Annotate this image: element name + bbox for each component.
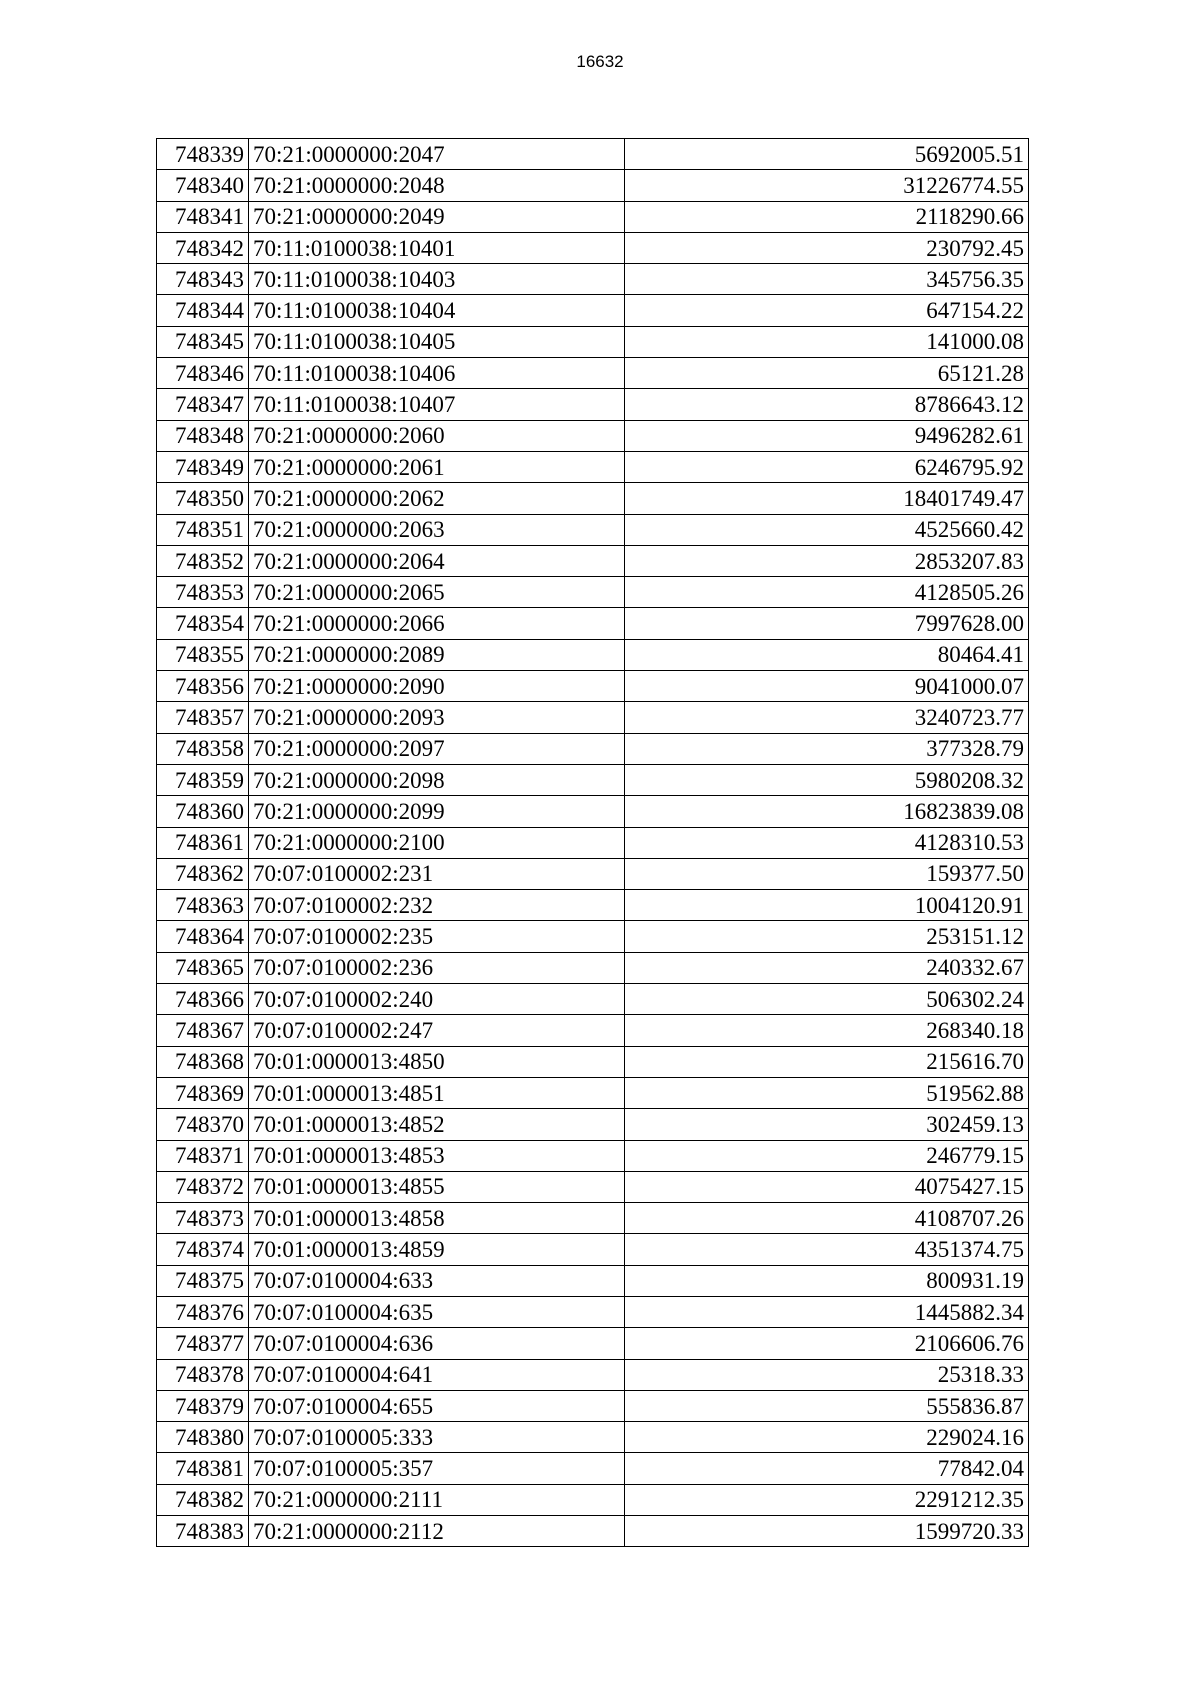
cadastral-number-cell: 70:07:0100002:236 [249,952,625,983]
cadastral-value-cell: 647154.22 [625,295,1029,326]
cadastral-number-cell: 70:21:0000000:2049 [249,201,625,232]
cadastral-value-cell: 230792.45 [625,232,1029,263]
cadastral-number-cell: 70:21:0000000:2065 [249,577,625,608]
cadastral-number-cell: 70:07:0100004:655 [249,1390,625,1421]
row-number-cell: 748345 [157,326,249,357]
cadastral-value-cell: 1599720.33 [625,1516,1029,1547]
row-number-cell: 748350 [157,483,249,514]
table-row [157,1109,1029,1140]
cadastral-value-cell: 240332.67 [625,952,1029,983]
cadastral-number-cell: 70:01:0000013:4850 [249,1046,625,1077]
cadastral-value-cell: 519562.88 [625,1077,1029,1108]
table-row [157,858,1029,889]
table-row [157,514,1029,545]
cadastral-value-cell: 1004120.91 [625,890,1029,921]
cadastral-number-cell: 70:21:0000000:2066 [249,608,625,639]
cadastral-number-cell: 70:07:0100002:231 [249,858,625,889]
cadastral-value-cell: 25318.33 [625,1359,1029,1390]
row-number-cell: 748342 [157,232,249,263]
row-number-cell: 748370 [157,1109,249,1140]
table-row [157,483,1029,514]
row-number-cell: 748349 [157,451,249,482]
cadastral-value-cell: 345756.35 [625,264,1029,295]
cadastral-value-cell: 159377.50 [625,858,1029,889]
table-row [157,1046,1029,1077]
cadastral-value-cell: 6246795.92 [625,451,1029,482]
cadastral-value-cell: 4128310.53 [625,827,1029,858]
table-row [157,921,1029,952]
cadastral-number-cell: 70:21:0000000:2112 [249,1516,625,1547]
row-number-cell: 748372 [157,1171,249,1202]
cadastral-value-cell: 18401749.47 [625,483,1029,514]
row-number-cell: 748376 [157,1296,249,1327]
row-number-cell: 748347 [157,389,249,420]
table-row [157,1422,1029,1453]
cadastral-number-cell: 70:11:0100038:10407 [249,389,625,420]
row-number-cell: 748356 [157,671,249,702]
table-row [157,264,1029,295]
cadastral-number-cell: 70:21:0000000:2048 [249,170,625,201]
table-row [157,1077,1029,1108]
cadastral-value-cell: 1445882.34 [625,1296,1029,1327]
cadastral-value-cell: 800931.19 [625,1265,1029,1296]
cadastral-number-cell: 70:07:0100004:635 [249,1296,625,1327]
row-number-cell: 748346 [157,358,249,389]
cadastral-value-cell: 246779.15 [625,1140,1029,1171]
cadastral-value-cell: 4075427.15 [625,1171,1029,1202]
table-row [157,295,1029,326]
row-number-cell: 748369 [157,1077,249,1108]
table-row [157,1516,1029,1547]
cadastral-value-cell: 16823839.08 [625,796,1029,827]
row-number-cell: 748373 [157,1203,249,1234]
cadastral-value-cell: 65121.28 [625,358,1029,389]
row-number-cell: 748351 [157,514,249,545]
table-row [157,1203,1029,1234]
row-number-cell: 748355 [157,639,249,670]
table-row [157,796,1029,827]
table-row [157,326,1029,357]
row-number-cell: 748381 [157,1453,249,1484]
table-row [157,827,1029,858]
cadastral-value-cell: 555836.87 [625,1390,1029,1421]
row-number-cell: 748374 [157,1234,249,1265]
row-number-cell: 748343 [157,264,249,295]
cadastral-value-cell: 2106606.76 [625,1328,1029,1359]
cadastral-number-cell: 70:11:0100038:10403 [249,264,625,295]
cadastral-value-cell: 3240723.77 [625,702,1029,733]
cadastral-value-cell: 506302.24 [625,984,1029,1015]
cadastral-value-cell: 215616.70 [625,1046,1029,1077]
row-number-cell: 748382 [157,1484,249,1515]
table-row [157,733,1029,764]
cadastral-value-cell: 2291212.35 [625,1484,1029,1515]
row-number-cell: 748358 [157,733,249,764]
table-row [157,139,1029,170]
cadastral-number-cell: 70:21:0000000:2093 [249,702,625,733]
table-row [157,984,1029,1015]
cadastral-number-cell: 70:11:0100038:10405 [249,326,625,357]
cadastral-value-cell: 302459.13 [625,1109,1029,1140]
table-row [157,1140,1029,1171]
table-row [157,1390,1029,1421]
table-row [157,389,1029,420]
table-row [157,671,1029,702]
cadastral-number-cell: 70:21:0000000:2111 [249,1484,625,1515]
table-row [157,1234,1029,1265]
cadastral-number-cell: 70:07:0100002:235 [249,921,625,952]
cadastral-value-cell: 31226774.55 [625,170,1029,201]
cadastral-number-cell: 70:01:0000013:4851 [249,1077,625,1108]
table-row [157,420,1029,451]
row-number-cell: 748365 [157,952,249,983]
row-number-cell: 748357 [157,702,249,733]
cadastral-value-cell: 268340.18 [625,1015,1029,1046]
cadastral-number-cell: 70:07:0100004:641 [249,1359,625,1390]
cadastral-value-cell: 5692005.51 [625,139,1029,170]
cadastral-number-cell: 70:07:0100004:636 [249,1328,625,1359]
row-number-cell: 748363 [157,890,249,921]
cadastral-value-cell: 5980208.32 [625,764,1029,795]
cadastral-value-cell: 253151.12 [625,921,1029,952]
cadastral-number-cell: 70:21:0000000:2100 [249,827,625,858]
cadastral-number-cell: 70:01:0000013:4858 [249,1203,625,1234]
row-number-cell: 748354 [157,608,249,639]
cadastral-value-cell: 2118290.66 [625,201,1029,232]
table-row [157,545,1029,576]
table-row [157,358,1029,389]
row-number-cell: 748344 [157,295,249,326]
cadastral-value-cell: 4351374.75 [625,1234,1029,1265]
cadastral-value-cell: 2853207.83 [625,545,1029,576]
row-number-cell: 748360 [157,796,249,827]
cadastral-number-cell: 70:21:0000000:2089 [249,639,625,670]
cadastral-number-cell: 70:21:0000000:2098 [249,764,625,795]
cadastral-value-cell: 4128505.26 [625,577,1029,608]
cadastral-value-cell: 80464.41 [625,639,1029,670]
row-number-cell: 748383 [157,1516,249,1547]
cadastral-value-cell: 9041000.07 [625,671,1029,702]
row-number-cell: 748362 [157,858,249,889]
cadastral-number-cell: 70:21:0000000:2063 [249,514,625,545]
table-row [157,201,1029,232]
row-number-cell: 748367 [157,1015,249,1046]
cadastral-number-cell: 70:01:0000013:4859 [249,1234,625,1265]
table-body [157,139,1029,1547]
cadastral-value-cell: 9496282.61 [625,420,1029,451]
cadastral-number-cell: 70:07:0100004:633 [249,1265,625,1296]
table-row [157,1171,1029,1202]
row-number-cell: 748368 [157,1046,249,1077]
cadastral-number-cell: 70:07:0100005:333 [249,1422,625,1453]
row-number-cell: 748352 [157,545,249,576]
cadastral-number-cell: 70:11:0100038:10401 [249,232,625,263]
row-number-cell: 748359 [157,764,249,795]
table-row [157,952,1029,983]
table-row [157,639,1029,670]
row-number-cell: 748340 [157,170,249,201]
cadastral-value-cell: 377328.79 [625,733,1029,764]
row-number-cell: 748366 [157,984,249,1015]
table-row [157,1359,1029,1390]
table-row [157,890,1029,921]
row-number-cell: 748371 [157,1140,249,1171]
table-row [157,1484,1029,1515]
cadastral-number-cell: 70:21:0000000:2060 [249,420,625,451]
row-number-cell: 748378 [157,1359,249,1390]
cadastral-value-cell: 4108707.26 [625,1203,1029,1234]
cadastral-value-cell: 229024.16 [625,1422,1029,1453]
table-row [157,232,1029,263]
cadastral-number-cell: 70:07:0100002:240 [249,984,625,1015]
cadastral-number-cell: 70:07:0100002:232 [249,890,625,921]
cadastral-value-cell: 141000.08 [625,326,1029,357]
cadastral-value-cell: 7997628.00 [625,608,1029,639]
row-number-cell: 748364 [157,921,249,952]
table-row [157,451,1029,482]
cadastral-number-cell: 70:07:0100002:247 [249,1015,625,1046]
row-number-cell: 748341 [157,201,249,232]
cadastral-number-cell: 70:01:0000013:4853 [249,1140,625,1171]
row-number-cell: 748375 [157,1265,249,1296]
page-number: 16632 [576,52,624,71]
row-number-cell: 748339 [157,139,249,170]
table-row [157,1265,1029,1296]
cadastral-number-cell: 70:21:0000000:2047 [249,139,625,170]
table-row [157,577,1029,608]
cadastral-number-cell: 70:21:0000000:2099 [249,796,625,827]
cadastral-number-cell: 70:21:0000000:2090 [249,671,625,702]
cadastral-number-cell: 70:01:0000013:4852 [249,1109,625,1140]
table-row [157,170,1029,201]
cadastral-number-cell: 70:11:0100038:10404 [249,295,625,326]
row-number-cell: 748377 [157,1328,249,1359]
table-row [157,702,1029,733]
table-row [157,608,1029,639]
cadastral-number-cell: 70:01:0000013:4855 [249,1171,625,1202]
cadastral-value-cell: 8786643.12 [625,389,1029,420]
cadastral-number-cell: 70:11:0100038:10406 [249,358,625,389]
table-row [157,1296,1029,1327]
cadastral-value-cell: 77842.04 [625,1453,1029,1484]
row-number-cell: 748380 [157,1422,249,1453]
table-row [157,1015,1029,1046]
table-row [157,764,1029,795]
cadastral-number-cell: 70:21:0000000:2064 [249,545,625,576]
row-number-cell: 748353 [157,577,249,608]
cadastral-number-cell: 70:07:0100005:357 [249,1453,625,1484]
cadastral-value-table [156,138,1029,1547]
row-number-cell: 748379 [157,1390,249,1421]
table-row [157,1453,1029,1484]
row-number-cell: 748361 [157,827,249,858]
table-row [157,1328,1029,1359]
row-number-cell: 748348 [157,420,249,451]
cadastral-number-cell: 70:21:0000000:2062 [249,483,625,514]
cadastral-value-cell: 4525660.42 [625,514,1029,545]
cadastral-number-cell: 70:21:0000000:2097 [249,733,625,764]
cadastral-number-cell: 70:21:0000000:2061 [249,451,625,482]
